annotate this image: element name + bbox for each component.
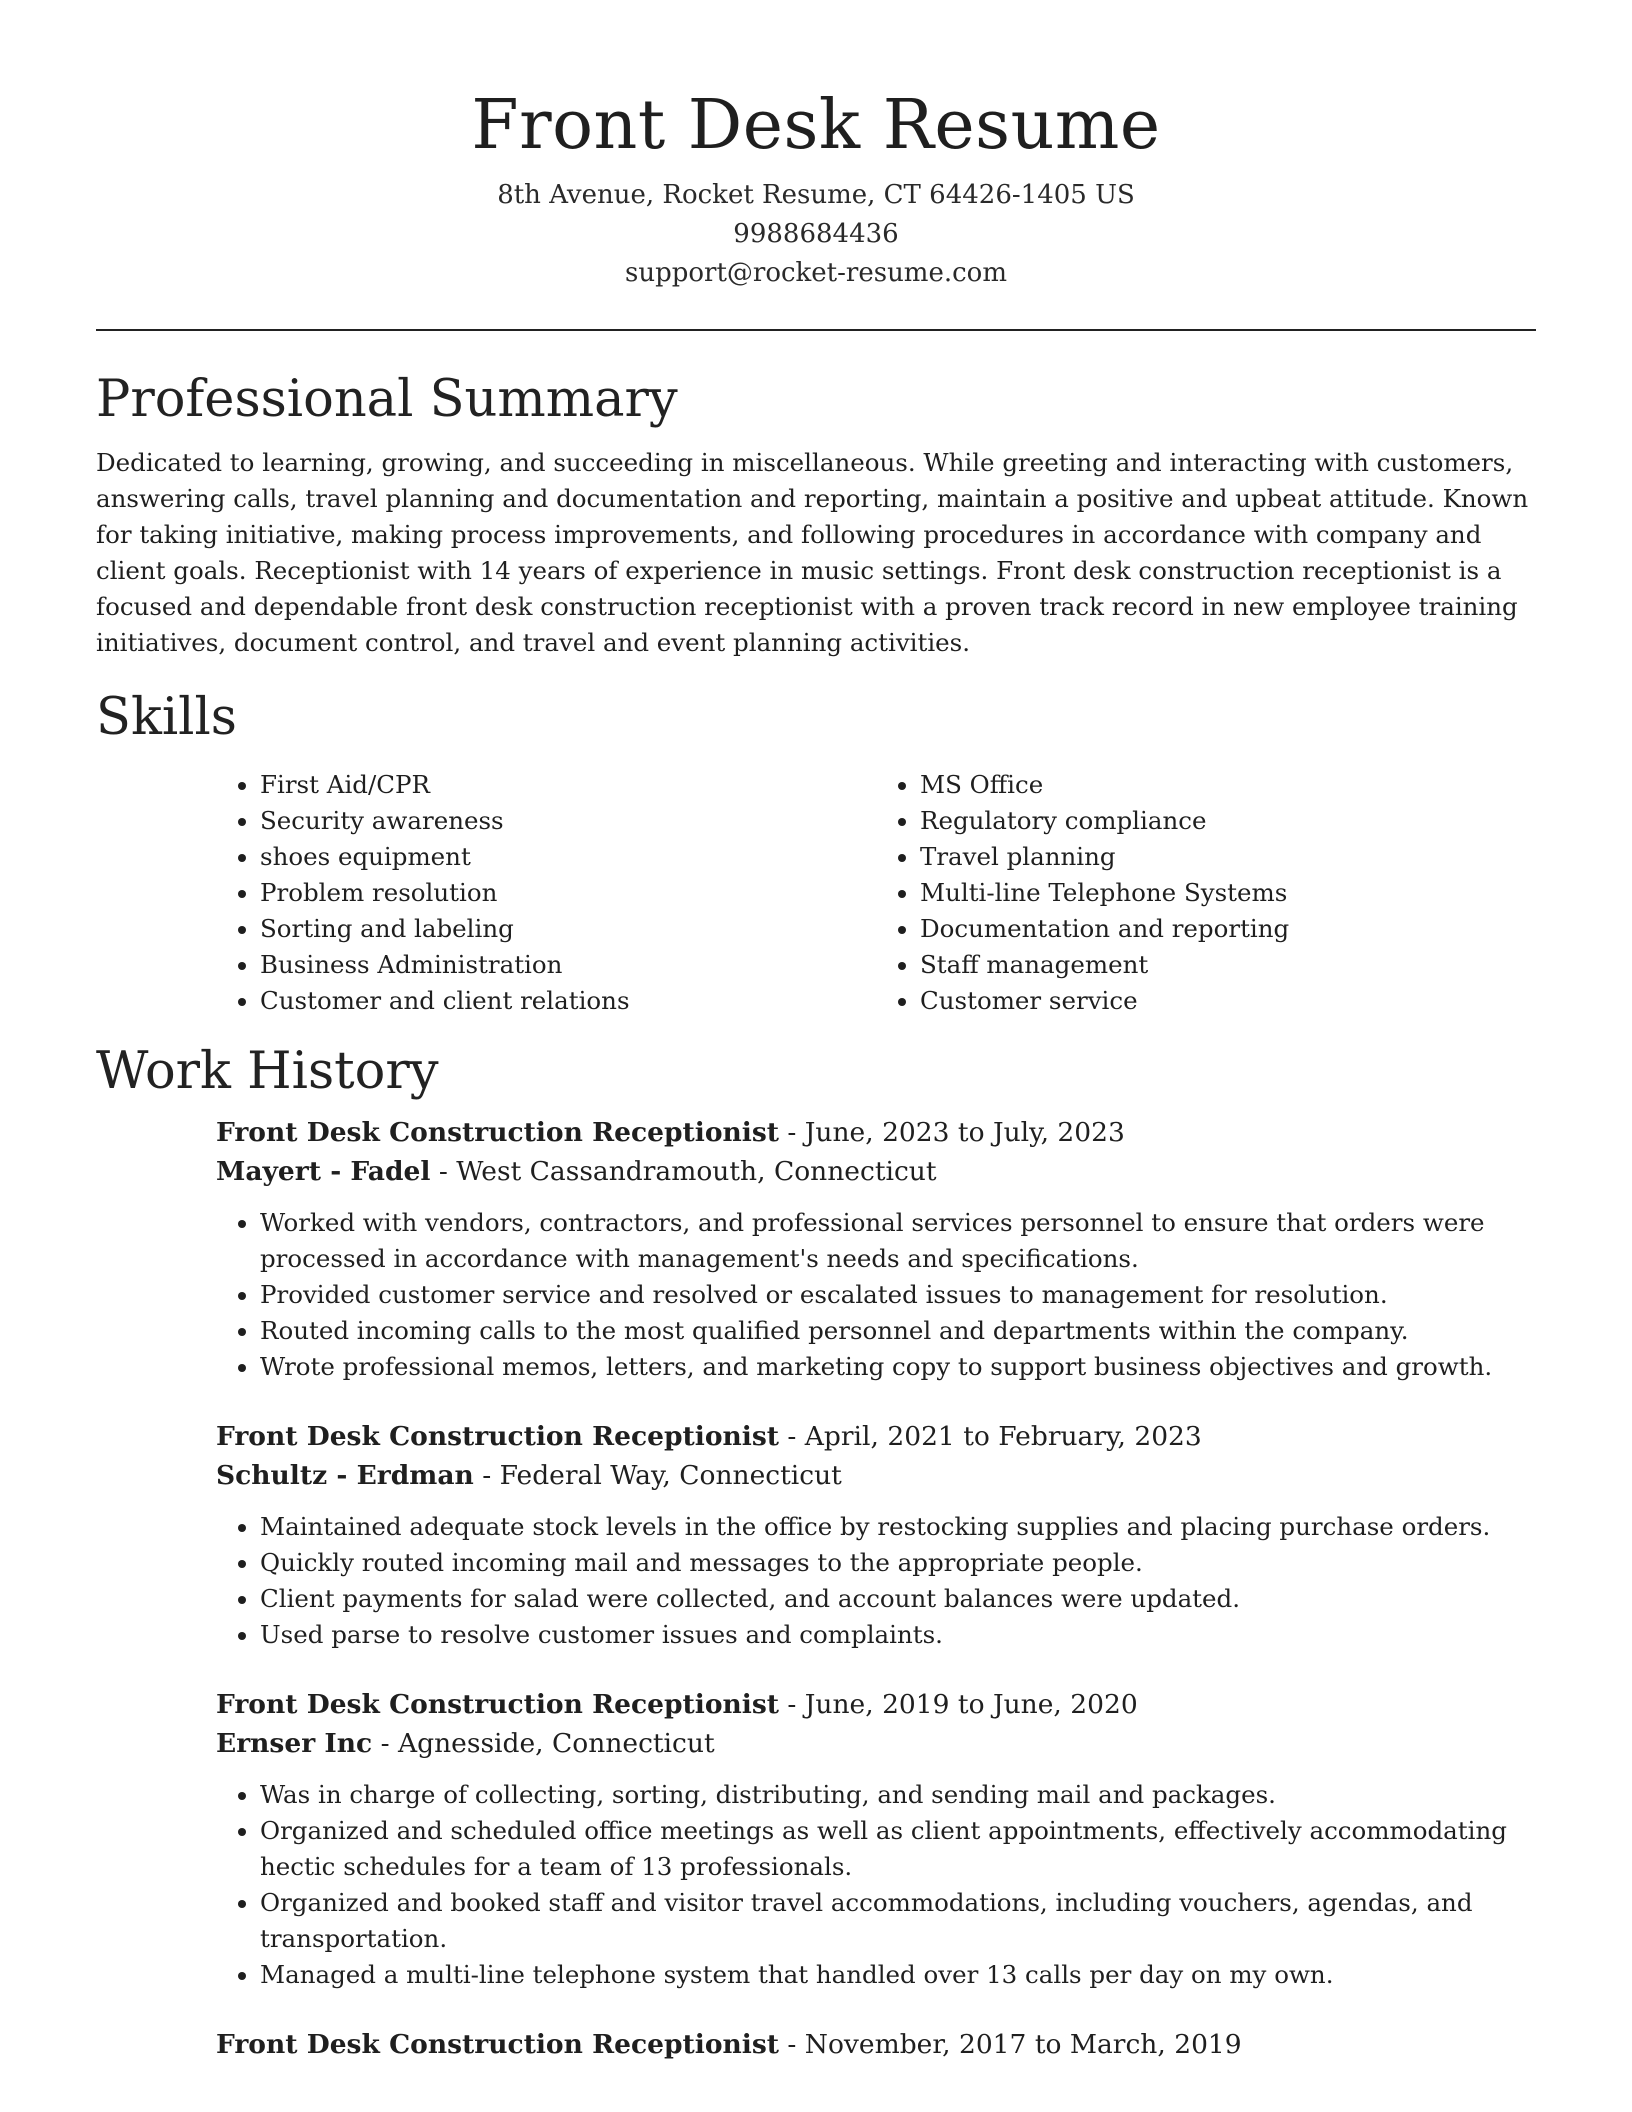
job-company: Schultz - Erdman	[216, 1460, 474, 1491]
job-bullet: • Wrote professional memos, letters, and marketing copy to support business objectives and growth.	[260, 1349, 1536, 1385]
skill-item: • Regulatory compliance	[920, 803, 1536, 839]
job-bullets	[216, 1777, 1536, 1993]
skill-item: • Security awareness	[260, 803, 876, 839]
contact-block	[96, 176, 1536, 293]
skill-item: • Documentation and reporting	[920, 911, 1536, 947]
job-company-line	[216, 1152, 1536, 1191]
job-bullet: • Worked with vendors, contractors, and professional services personnel to ensure that orders were processed in accordance with management's needs and specifications.	[260, 1205, 1536, 1277]
summary-heading: Professional Summary	[96, 370, 678, 429]
job-title-line	[216, 1417, 1536, 1456]
job-dates: - June, 2019 to June, 2020	[778, 1689, 1138, 1720]
job-title: Front Desk Construction Receptionist	[216, 1421, 779, 1452]
resume-page	[96, 0, 1536, 2064]
job-entry	[216, 1417, 1536, 1653]
skill-item: • Business Administration	[260, 947, 876, 983]
email: support@rocket-resume.com	[624, 258, 1007, 288]
summary-text: Dedicated to learning, growing, and succeeding in miscellaneous. While greeting and interacting with customers, answering calls, travel planning and documentation and reporting, maintain a positive and upbeat attitude. Known for taking initiative, making process improvements, and following procedures in accordance with company and client goals. Receptionist with 14 years of experience in music settings. Front desk construction receptionist is a focused and dependable front desk construction receptionist with a proven track record in new employee training initiatives, document control, and travel and event planning activities.	[96, 448, 1529, 657]
job-location: - Federal Way, Connecticut	[473, 1460, 842, 1491]
job-company-line	[216, 1724, 1536, 1763]
job-bullet: • Used parse to resolve customer issues and complaints.	[260, 1617, 1536, 1653]
header-divider	[96, 329, 1536, 331]
skills-column-right	[876, 767, 1536, 1019]
skill-item: • Customer service	[920, 983, 1536, 1019]
job-title: Front Desk Construction Receptionist	[216, 1117, 779, 1148]
job-bullet: • Client payments for salad were collected, and account balances were updated.	[260, 1581, 1536, 1617]
job-bullet: • Quickly routed incoming mail and messages to the appropriate people.	[260, 1545, 1536, 1581]
work-history-heading: Work History	[96, 1042, 439, 1101]
skill-item: • First Aid/CPR	[260, 767, 876, 803]
job-title: Front Desk Construction Receptionist	[216, 1689, 779, 1720]
job-bullet: • Managed a multi-line telephone system that handled over 13 calls per day on my own.	[260, 1957, 1536, 1993]
phone: 9988684436	[733, 219, 899, 249]
skill-item: • shoes equipment	[260, 839, 876, 875]
address: 8th Avenue, Rocket Resume, CT 64426-1405 US	[497, 180, 1135, 210]
job-location: - West Cassandramouth, Connecticut	[430, 1156, 937, 1187]
job-company-line	[216, 1456, 1536, 1495]
job-bullet: • Routed incoming calls to the most qualified personnel and departments within the company.	[260, 1313, 1536, 1349]
job-bullet: • Provided customer service and resolved or escalated issues to management for resolution.	[260, 1277, 1536, 1313]
job-title-line	[216, 1113, 1536, 1152]
job-entry	[216, 1113, 1536, 1385]
job-location: - Agnesside, Connecticut	[372, 1728, 715, 1759]
job-bullets	[216, 1509, 1536, 1653]
skill-item: • MS Office	[920, 767, 1536, 803]
skill-item: • Staff management	[920, 947, 1536, 983]
skill-item: • Problem resolution	[260, 875, 876, 911]
job-entry	[216, 2025, 1536, 2064]
job-dates: - April, 2021 to February, 2023	[778, 1421, 1202, 1452]
job-company: Mayert - Fadel	[216, 1156, 431, 1187]
job-bullet: • Organized and scheduled office meetings as well as client appointments, effectively accommodating hectic schedules for a team of 13 professionals.	[260, 1813, 1536, 1885]
job-dates: - November, 2017 to March, 2019	[778, 2029, 1242, 2060]
job-dates: - June, 2023 to July, 2023	[778, 1117, 1125, 1148]
job-entry	[216, 1685, 1536, 1993]
skills-column-left	[216, 767, 876, 1019]
job-title-line	[216, 1685, 1536, 1724]
job-bullets	[216, 1205, 1536, 1385]
skill-item: • Sorting and labeling	[260, 911, 876, 947]
skill-item: • Travel planning	[920, 839, 1536, 875]
skills-heading: Skills	[96, 688, 237, 747]
job-bullet: • Was in charge of collecting, sorting, distributing, and sending mail and packages.	[260, 1777, 1536, 1813]
job-bullet: • Organized and booked staff and visitor travel accommodations, including vouchers, agendas, and transportation.	[260, 1885, 1536, 1957]
job-company: Ernser Inc	[216, 1728, 373, 1759]
skill-item: • Customer and client relations	[260, 983, 876, 1019]
job-title-line	[216, 2025, 1536, 2064]
job-bullet: • Maintained adequate stock levels in the office by restocking supplies and placing purchase orders.	[260, 1509, 1536, 1545]
skill-item: • Multi-line Telephone Systems	[920, 875, 1536, 911]
resume-title: Front Desk Resume	[471, 86, 1161, 165]
skills-list	[216, 767, 1536, 1019]
job-title: Front Desk Construction Receptionist	[216, 2029, 779, 2060]
